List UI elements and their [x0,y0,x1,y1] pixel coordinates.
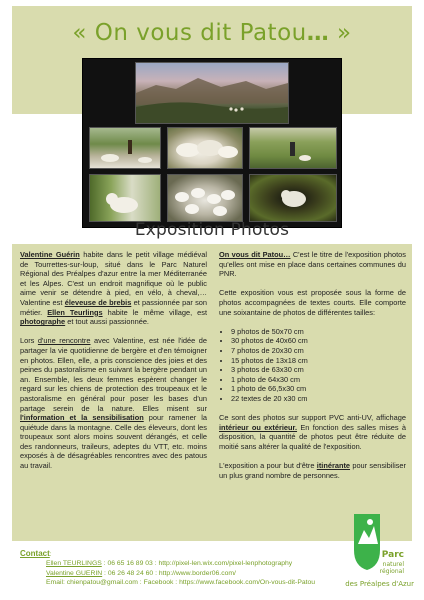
section-title: Exposition Photos [134,220,290,240]
photo-size-list [219,327,406,404]
list-item: • 7 photos de 20x30 cm [231,346,406,356]
park-logo [345,510,414,600]
park-logo-naturel: naturel [382,561,404,568]
photo-sheep-herd [167,174,243,222]
photo-patou-dog [89,174,161,222]
contact-block: Contact: Ellen TEURLINGS : 06 65 16 89 03 : http://pixel-len.wix.com/pixel-lenphotography Valentine GUERIN : 06 26 48 24 60 : http://www.border06.com/ Email: chienpatou@gmail.com : Facebook : https://www.facebook.com/On-vous-dit-Patou [20,549,350,588]
page-title: « On vous dit Patou… » [72,20,352,46]
title-paragraph: On vous dit Patou… C'est le titre de l'exposition photos qu'elles ont mise en place dans certaines communes du PNR. [219,250,406,279]
park-logo-prealpes: des Préalpes d'Azur [345,580,414,588]
contact-email-facebook[interactable]: Email: chienpatou@gmail.com : Facebook : https://www.facebook.com/On-vous-dit-Patou [46,579,316,587]
list-item: • 3 photos de 63x30 cm [231,365,406,375]
park-logo-parc: Parc [381,550,404,560]
support-paragraph: Ce sont des photos sur support PVC anti-UV, affichage intérieur ou extérieur. En fonction des salles mises à disposition, la quantité de photos peut être réduite de moitié sans altérer la qualité de l'exposition. [219,413,406,451]
contact-label: Contact [20,549,50,558]
list-item: • 1 photo de 66,5x30 cm [231,384,406,394]
list-item: • 22 textes de 20 x30 cm [231,394,406,404]
park-logo-regional: régional [379,568,404,575]
photo-flock-of-sheep [167,127,243,169]
list-item: • 15 photos de 13x18 cm [231,356,406,366]
purpose-paragraph: L'exposition a pour but d'être itinérante pour sensibiliser un plus grand nombre de personnes. [219,461,406,480]
photo-mountain-landscape [135,62,289,124]
photo-shepherd-field [249,127,337,169]
left-column [20,250,207,480]
list-item: • 1 photo de 64x30 cm [231,375,406,385]
photo-collage [82,58,342,228]
format-paragraph: Cette exposition vous est proposée sous la forme de photos accompagnées de textes courts. Elle comporte une soixantaine de photos de différentes tailles: [219,288,406,317]
list-item: • 30 photos de 40x60 cm [231,336,406,346]
contact-valentine[interactable]: Valentine GUERIN : 06 26 48 24 60 : http://www.border06.com/ [46,569,236,577]
list-item: • 9 photos de 50x70 cm [231,327,406,337]
photo-dog-night [249,174,337,222]
story-paragraph: Lors d'une rencontre avec Valentine, est née l'idée de partager la vie quotidienne de bergère et d'en témoigner en photos. Ellen, elle, a pris conscience des joies et des peines du pastoralisme en suivant la bergère pendant un an. Ensemble, les deux femmes espèrent changer le regard sur les chiens de protection des troupeaux et le pastoralisme en général pour poser les bases d'un partage serein de la nature. Elles misent sur l'information et la sensibilisation pour ramener la quiétude dans la montagne. Celle des éleveurs, dont les troupeaux sont alors moins souvent dérangés, et celle des randonneurs, traileurs, adeptes du VTT, etc. moins exposés à de désagréables rencontres avec des patous au travail. [20,336,207,471]
intro-paragraph: Valentine Guérin habite dans le petit village médiéval de Tourrettes-sur-loup, situé dans le Parc Naturel Régional des Préalpes d'azur entre la mer Méditerranée et les Alpes. C'est un endroit magnifique où le public aime venir se détendre à pied, en vélo, à cheval,… Valentine est éleveuse de brebis et passionnée par son métier. Ellen Teurlings habite le même village, est photographe et tout aussi passionnée. [20,250,208,327]
photo-shepherd-walking [89,127,161,169]
right-column [219,250,406,490]
contact-ellen[interactable]: Ellen TEURLINGS : 06 65 16 89 03 : http://pixel-len.wix.com/pixel-lenphotography [46,560,293,568]
